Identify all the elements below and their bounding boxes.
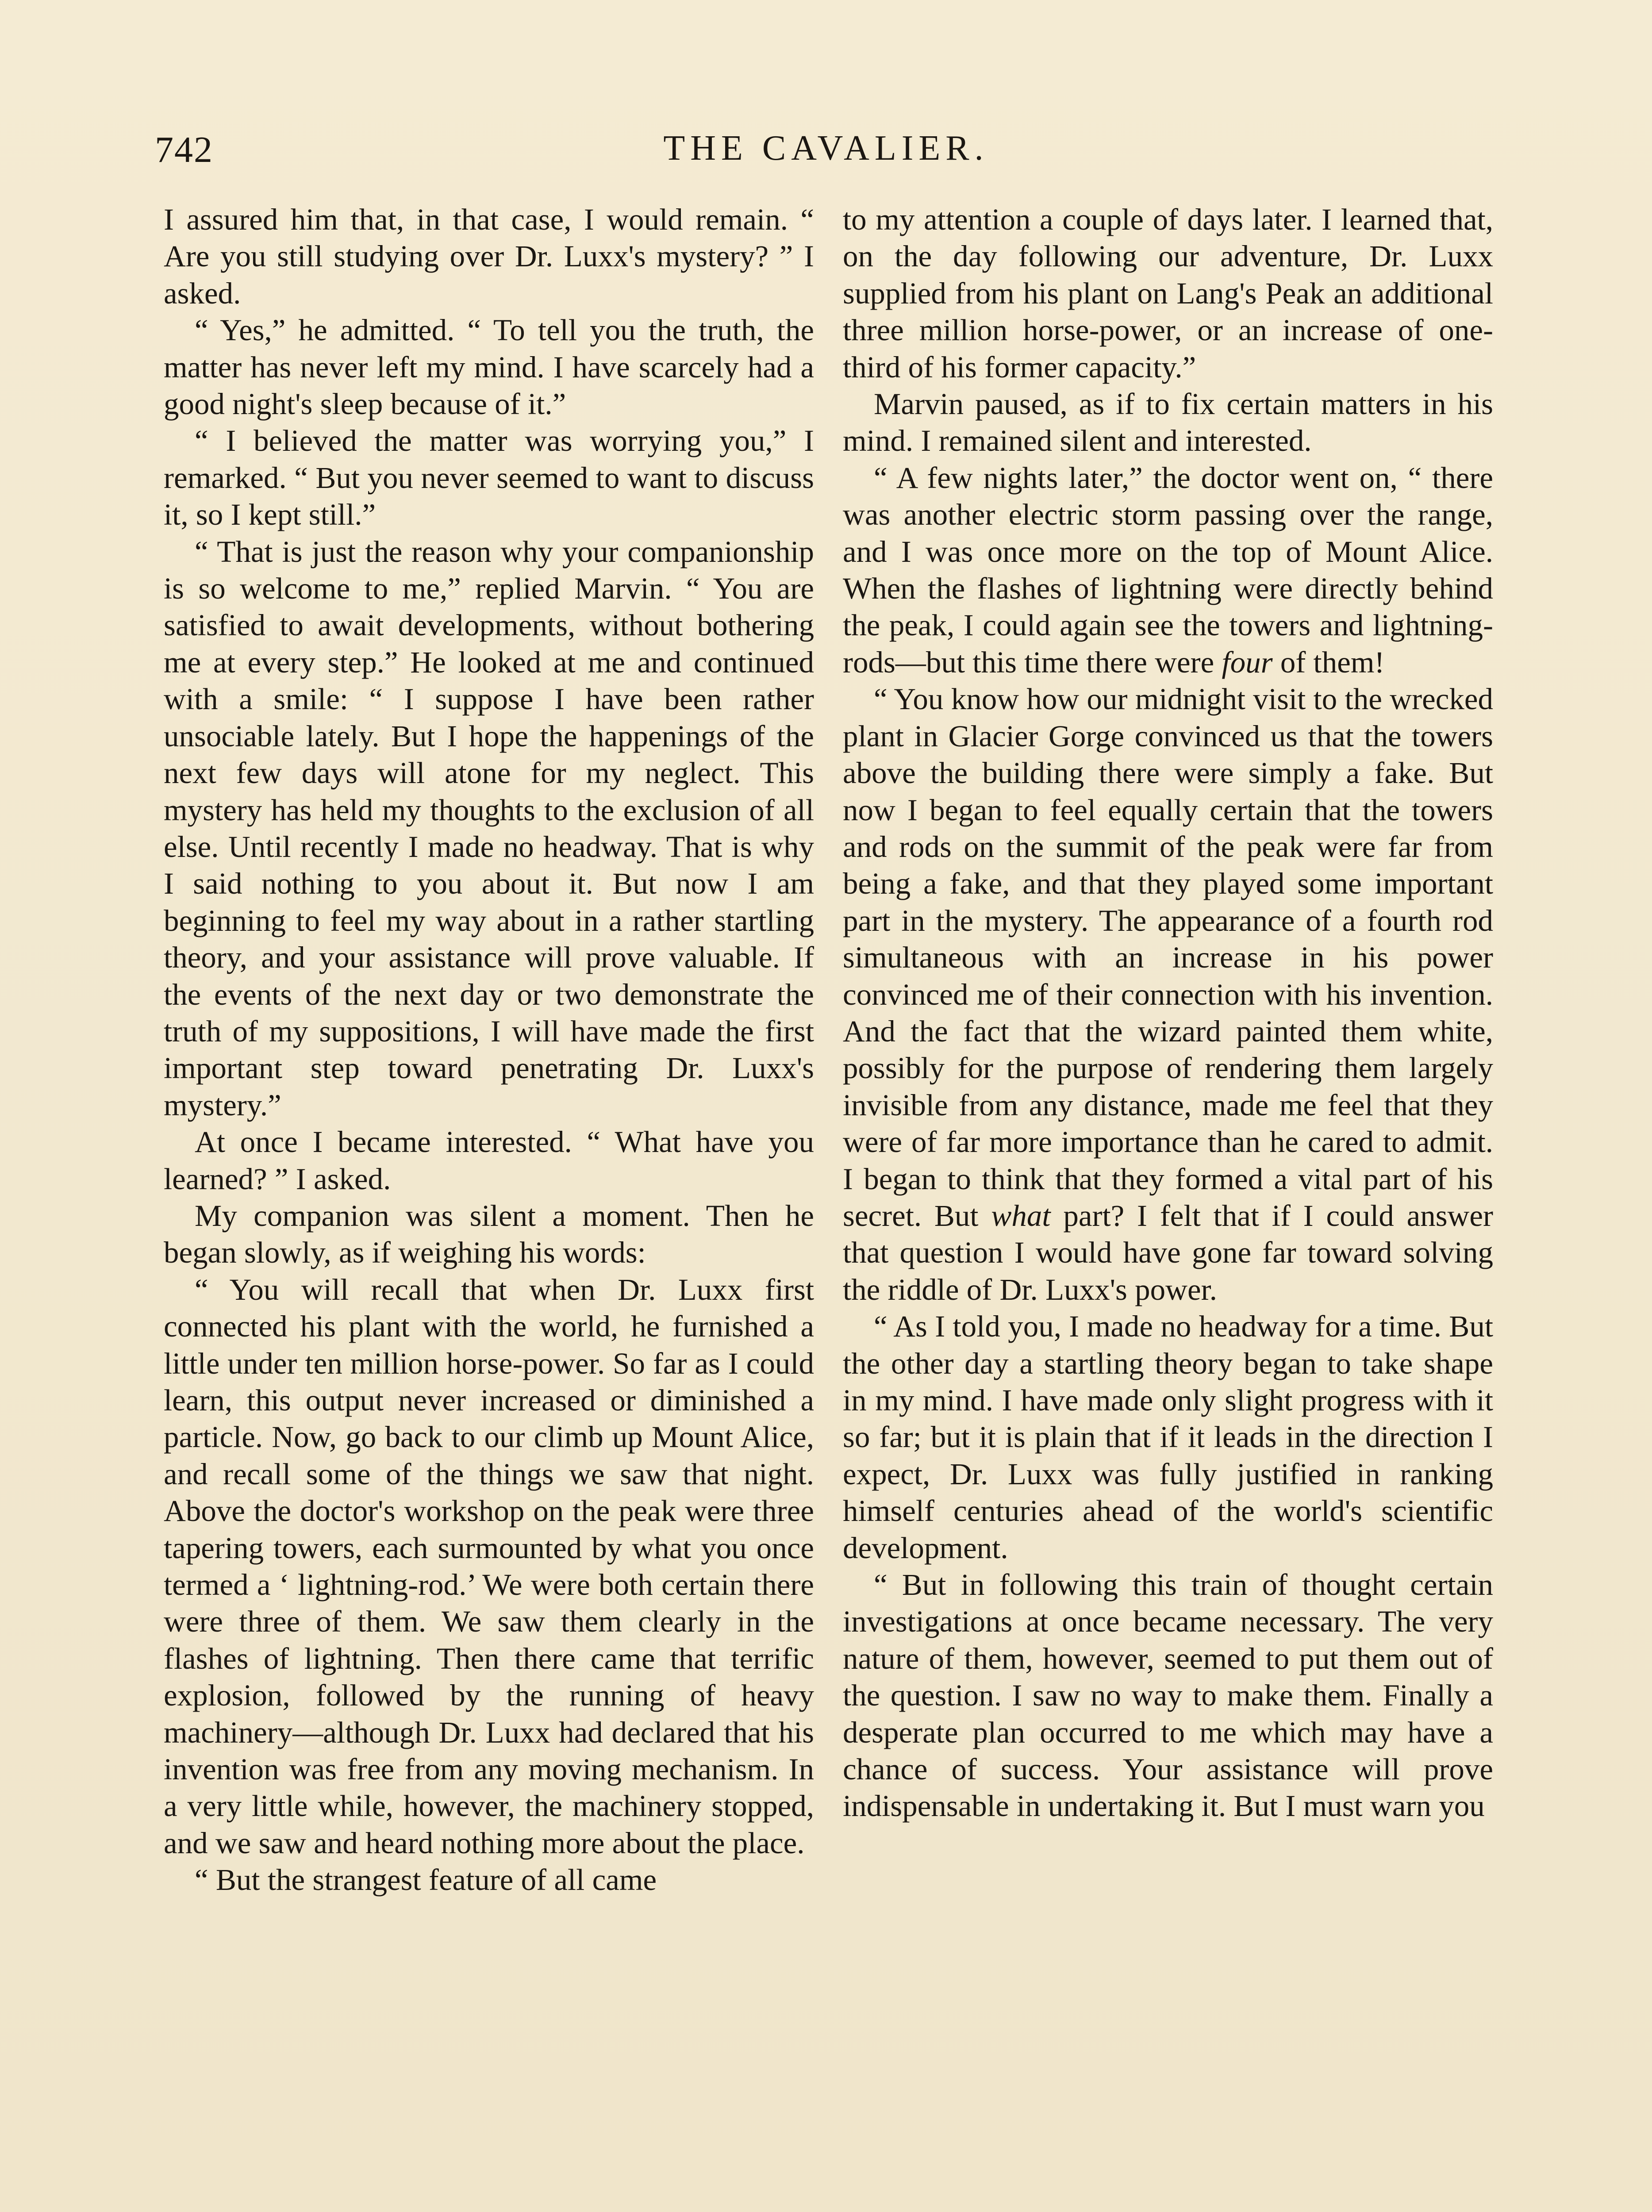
- italic-word: what: [991, 1198, 1051, 1233]
- text-run: part? I felt that if I could answer that question I would have gone far toward solving the riddle of Dr. Luxx's power.: [843, 1198, 1493, 1306]
- text-run: “ A few nights later,” the doctor went on, “ there was another electric storm passing over the range, and I was once more on the top of Mount Alice. When the flashes of lightning were directly behind the peak, I could again see the towers and lightning-rods—but this time there were: [843, 461, 1493, 679]
- paragraph: [843, 460, 1493, 681]
- paragraph: “ But in following this train of thought certain investigations at once became necessary. The very nature of them, however, seemed to put them out of the question. I saw no way to make them. Finally a desperate plan occurred to me which may have a chance of success. Your assistance will prove indispensable in undertaking it. But I must warn you: [843, 1568, 1493, 1823]
- left-column: [164, 201, 814, 1899]
- text-run: “ You know how our midnight visit to the wrecked plant in Glacier Gorge convinced us that the towers above the building there were simply a fake. But now I began to feel equally certain that the towers and rods on the summit of the peak were far from being a fake, and that they played some important part in the mystery. The appearance of a fourth rod simultaneous with an increase in his power convinced me of their connection with his invention. And the fact that the wizard painted them white, possibly for the purpose of rendering them largely invisible from any distance, made me feel that they were of far more importance than he cared to admit. I began to think that they formed a vital part of his secret. But: [843, 682, 1493, 1233]
- page-number: 742: [155, 129, 213, 170]
- paragraph: “ As I told you, I made no headway for a time. But the other day a startling theory began to take shape in my mind. I have made only slight progress with it so far; but it is plain that if it leads in the direction I expect, Dr. Luxx was fully justified in ranking himself centuries ahead of the world's scientific development.: [843, 1310, 1493, 1565]
- paragraph: [843, 681, 1493, 1308]
- paragraph: “ That is just the reason why your companionship is so welcome to me,” replied Marvin. “ You are satisfied to await developments, without bothering me at every step.” He looked at me and continued with a smile: “ I suppose I have been rather unsociable lately. But I hope the happenings of the next few days will atone for my neglect. This mystery has held my thoughts to the exclusion of all else. Until recently I made no headway. That is why I said nothing to you about it. But now I am beginning to feel my way about in a rather startling theory, and your assistance will prove valuable. If the events of the next day or two demonstrate the truth of my suppositions, I will have made the first important step toward penetrating Dr. Luxx's mystery.”: [164, 534, 814, 1122]
- paragraph: “ I believed the matter was worrying you,” I remarked. “ But you never seemed to want to discuss it, so I kept still.”: [164, 424, 814, 532]
- text-run: of them!: [1272, 645, 1385, 679]
- paragraph: “ But the strangest feature of all came: [195, 1863, 657, 1897]
- italic-word: four: [1222, 645, 1273, 679]
- paragraph: Marvin paused, as if to fix certain matters in his mind. I remained silent and interested.: [843, 387, 1493, 458]
- paragraph: “ You will recall that when Dr. Luxx first connected his plant with the world, he furnished a little under ten million horse-power. So far as I could learn, this output never increased or diminished a particle. Now, go back to our climb up Mount Alice, and recall some of the things we saw that night. Above the doctor's workshop on the peak were three tapering towers, each surmounted by what you once termed a ‘ lightning-rod.’ We were both certain there were three of them. We saw them clearly in the flashes of lightning. Then there came that terrific explosion, followed by the running of heavy machinery—although Dr. Luxx had declared that his invention was free from any moving mechanism. In a very little while, however, the machinery stopped, and we saw and heard nothing more about the place.: [164, 1272, 814, 1860]
- paragraph: to my attention a couple of days later. I learned that, on the day following our adventure, Dr. Luxx supplied from his plant on Lang's Peak an additional three million horse-power, or an increase of one-third of his former capacity.”: [843, 203, 1493, 384]
- paragraph: I assured him that, in that case, I would remain. “ Are you still studying over Dr. Luxx's mystery? ” I asked.: [164, 203, 814, 310]
- paragraph: At once I became interested. “ What have you learned? ” I asked.: [164, 1125, 814, 1196]
- right-column: [843, 201, 1493, 1825]
- running-title: THE CAVALIER.: [663, 129, 989, 168]
- paragraph: My companion was silent a moment. Then he began slowly, as if weighing his words:: [164, 1198, 814, 1270]
- paragraph: “ Yes,” he admitted. “ To tell you the truth, the matter has never left my mind. I have scarcely had a good night's sleep because of it.”: [164, 313, 814, 421]
